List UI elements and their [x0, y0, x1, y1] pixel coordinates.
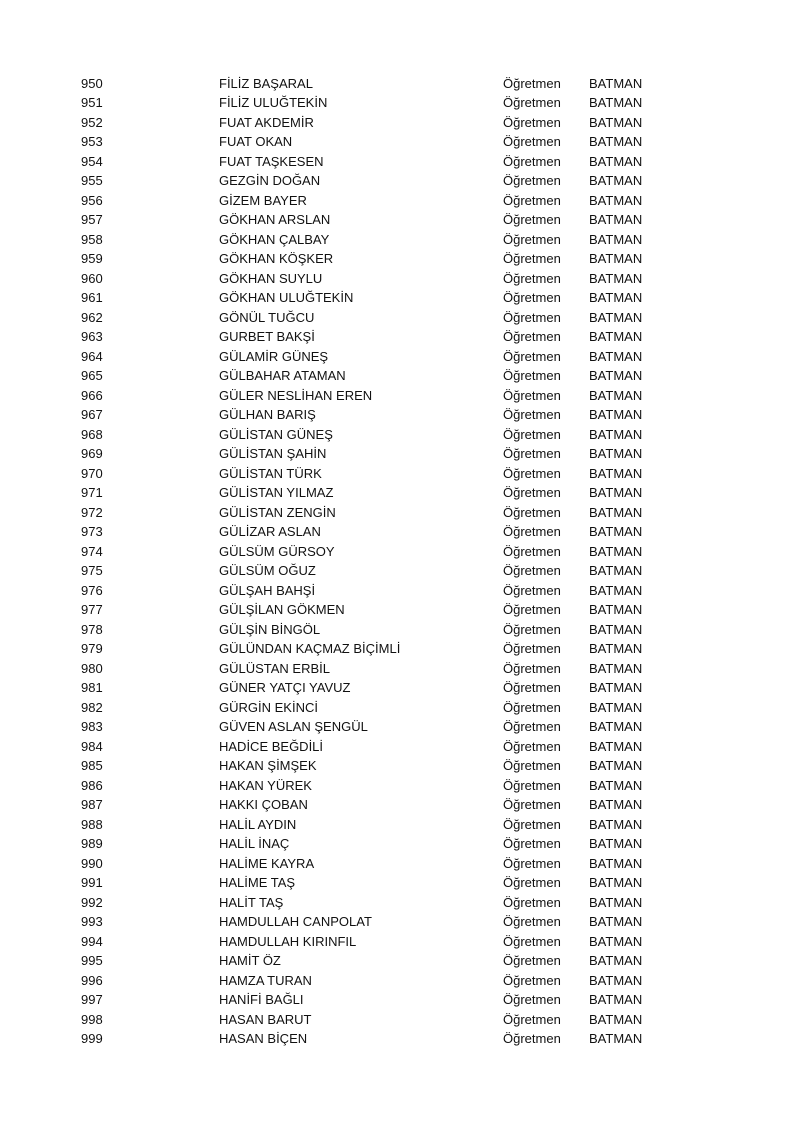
list-row [0, 503, 800, 523]
row-title: Öğretmen [503, 777, 561, 793]
list-row [0, 776, 800, 796]
list-row [0, 971, 800, 991]
list-row [0, 854, 800, 874]
list-row [0, 912, 800, 932]
list-row [0, 230, 800, 250]
row-name: HAMZA TURAN [219, 972, 312, 988]
list-row [0, 951, 800, 971]
row-title: Öğretmen [503, 329, 561, 344]
row-number: 995 [81, 953, 103, 968]
row-title: Öğretmen [503, 972, 561, 988]
list-row [0, 561, 800, 581]
list-row [0, 327, 800, 347]
row-number: 956 [81, 192, 103, 208]
list-row [0, 522, 800, 542]
row-name: GÜLİSTAN ŞAHİN [219, 446, 327, 461]
row-title: Öğretmen [503, 524, 561, 539]
row-number: 973 [81, 524, 103, 539]
list-row [0, 425, 800, 445]
row-city: BATMAN [589, 582, 643, 598]
list-row [0, 171, 800, 191]
list-row [0, 74, 800, 94]
row-name: GÖNÜL TUĞCU [219, 309, 315, 325]
row-city: BATMAN [589, 758, 643, 773]
row-number: 974 [81, 543, 103, 559]
row-city: BATMAN [589, 524, 643, 539]
row-title: Öğretmen [503, 465, 561, 481]
row-number: 965 [81, 368, 103, 383]
list-row [0, 210, 800, 230]
row-number: 983 [81, 719, 103, 734]
row-city: BATMAN [589, 329, 643, 344]
row-name: HAMDULLAH CANPOLAT [219, 914, 372, 929]
row-city: BATMAN [589, 875, 643, 890]
row-city: BATMAN [589, 1011, 643, 1027]
row-title: Öğretmen [503, 875, 561, 890]
row-name: HANİFİ BAĞLI [219, 992, 304, 1007]
row-number: 959 [81, 251, 103, 266]
row-title: Öğretmen [503, 173, 561, 188]
row-city: BATMAN [589, 719, 643, 734]
row-name: GÖKHAN ÇALBAY [219, 231, 330, 247]
row-city: BATMAN [589, 621, 643, 637]
row-name: GÜLŞİN BİNGÖL [219, 621, 321, 637]
list-row [0, 386, 800, 406]
list-row [0, 815, 800, 835]
list-row [0, 932, 800, 952]
row-city: BATMAN [589, 992, 643, 1007]
list-row [0, 659, 800, 679]
row-number: 976 [81, 582, 103, 598]
row-title: Öğretmen [503, 348, 561, 364]
row-name: HAKAN ŞİMŞEK [219, 758, 317, 773]
row-title: Öğretmen [503, 602, 561, 617]
row-title: Öğretmen [503, 953, 561, 968]
row-number: 982 [81, 699, 103, 715]
list-row [0, 795, 800, 815]
list-row [0, 308, 800, 328]
row-title: Öğretmen [503, 95, 561, 110]
row-number: 986 [81, 777, 103, 793]
row-name: GÖKHAN KÖŞKER [219, 251, 334, 266]
staff-list [0, 74, 800, 1049]
row-name: GÜRGİN EKİNCİ [219, 699, 318, 715]
row-number: 971 [81, 485, 103, 500]
row-name: HALİT TAŞ [219, 894, 284, 910]
row-title: Öğretmen [503, 192, 561, 208]
row-city: BATMAN [589, 738, 643, 754]
row-city: BATMAN [589, 309, 643, 325]
row-number: 993 [81, 914, 103, 929]
row-title: Öğretmen [503, 680, 561, 695]
row-title: Öğretmen [503, 836, 561, 851]
list-row [0, 581, 800, 601]
row-number: 992 [81, 894, 103, 910]
row-city: BATMAN [589, 816, 643, 832]
row-number: 996 [81, 972, 103, 988]
row-name: GÜLİSTAN YILMAZ [219, 485, 334, 500]
row-city: BATMAN [589, 212, 643, 227]
list-row [0, 405, 800, 425]
row-name: GÜLŞİLAN GÖKMEN [219, 602, 345, 617]
row-title: Öğretmen [503, 855, 561, 871]
row-number: 990 [81, 855, 103, 871]
row-number: 967 [81, 407, 103, 422]
row-number: 970 [81, 465, 103, 481]
row-city: BATMAN [589, 134, 643, 149]
list-row [0, 542, 800, 562]
row-name: HAKKI ÇOBAN [219, 797, 308, 812]
row-title: Öğretmen [503, 582, 561, 598]
row-number: 987 [81, 797, 103, 812]
row-number: 964 [81, 348, 103, 364]
row-title: Öğretmen [503, 270, 561, 286]
row-number: 988 [81, 816, 103, 832]
row-number: 963 [81, 329, 103, 344]
row-city: BATMAN [589, 192, 643, 208]
row-title: Öğretmen [503, 641, 561, 656]
row-city: BATMAN [589, 972, 643, 988]
row-title: Öğretmen [503, 75, 561, 91]
row-title: Öğretmen [503, 621, 561, 637]
row-name: GÖKHAN ULUĞTEKİN [219, 290, 354, 305]
row-number: 954 [81, 153, 103, 169]
list-row [0, 678, 800, 698]
row-number: 952 [81, 114, 103, 130]
row-name: HASAN BARUT [219, 1011, 312, 1027]
list-row [0, 152, 800, 172]
row-number: 998 [81, 1011, 103, 1027]
row-number: 980 [81, 660, 103, 676]
row-title: Öğretmen [503, 699, 561, 715]
row-name: GÜLİSTAN GÜNEŞ [219, 426, 333, 442]
row-title: Öğretmen [503, 816, 561, 832]
row-number: 953 [81, 134, 103, 149]
row-city: BATMAN [589, 407, 643, 422]
row-name: GÜVEN ASLAN ŞENGÜL [219, 719, 368, 734]
row-name: HASAN BİÇEN [219, 1031, 308, 1046]
row-city: BATMAN [589, 426, 643, 442]
row-number: 977 [81, 602, 103, 617]
row-city: BATMAN [589, 446, 643, 461]
row-name: FUAT AKDEMİR [219, 114, 314, 130]
row-city: BATMAN [589, 251, 643, 266]
row-city: BATMAN [589, 855, 643, 871]
row-city: BATMAN [589, 114, 643, 130]
row-name: GÜLİSTAN TÜRK [219, 465, 322, 481]
row-title: Öğretmen [503, 134, 561, 149]
row-city: BATMAN [589, 699, 643, 715]
row-number: 961 [81, 290, 103, 305]
list-row [0, 717, 800, 737]
row-city: BATMAN [589, 1031, 643, 1046]
row-number: 962 [81, 309, 103, 325]
row-title: Öğretmen [503, 309, 561, 325]
row-name: HALİME KAYRA [219, 855, 315, 871]
row-name: GÜLSÜM GÜRSOY [219, 543, 335, 559]
row-title: Öğretmen [503, 231, 561, 247]
list-row [0, 1010, 800, 1030]
row-title: Öğretmen [503, 387, 561, 403]
row-city: BATMAN [589, 504, 643, 520]
row-name: HADİCE BEĞDİLİ [219, 738, 324, 754]
row-name: HALİME TAŞ [219, 875, 296, 890]
row-name: GÖKHAN SUYLU [219, 270, 323, 286]
row-city: BATMAN [589, 777, 643, 793]
row-city: BATMAN [589, 231, 643, 247]
list-row [0, 249, 800, 269]
row-number: 950 [81, 75, 103, 91]
row-number: 997 [81, 992, 103, 1007]
list-row [0, 191, 800, 211]
row-title: Öğretmen [503, 426, 561, 442]
row-number: 999 [81, 1031, 103, 1046]
row-city: BATMAN [589, 465, 643, 481]
row-name: GÜLİSTAN ZENGİN [219, 504, 336, 520]
row-name: FUAT TAŞKESEN [219, 153, 324, 169]
row-name: GÜLHAN BARIŞ [219, 407, 316, 422]
row-name: GÜLŞAH BAHŞİ [219, 582, 316, 598]
row-city: BATMAN [589, 387, 643, 403]
row-number: 972 [81, 504, 103, 520]
row-title: Öğretmen [503, 719, 561, 734]
row-title: Öğretmen [503, 758, 561, 773]
row-name: HALİL AYDIN [219, 816, 297, 832]
list-row [0, 444, 800, 464]
row-city: BATMAN [589, 543, 643, 559]
row-number: 985 [81, 758, 103, 773]
row-title: Öğretmen [503, 914, 561, 929]
row-name: GÜLİZAR ASLAN [219, 524, 321, 539]
row-title: Öğretmen [503, 1031, 561, 1046]
row-title: Öğretmen [503, 368, 561, 383]
row-city: BATMAN [589, 563, 643, 578]
list-row [0, 873, 800, 893]
row-title: Öğretmen [503, 504, 561, 520]
list-row [0, 756, 800, 776]
list-row [0, 639, 800, 659]
row-name: FİLİZ BAŞARAL [219, 75, 313, 91]
list-row [0, 1029, 800, 1049]
row-number: 994 [81, 933, 103, 949]
row-city: BATMAN [589, 797, 643, 812]
row-city: BATMAN [589, 368, 643, 383]
list-row [0, 366, 800, 386]
row-name: GÜLÜNDAN KAÇMAZ BİÇİMLİ [219, 641, 401, 656]
row-city: BATMAN [589, 153, 643, 169]
row-title: Öğretmen [503, 738, 561, 754]
row-number: 978 [81, 621, 103, 637]
row-title: Öğretmen [503, 543, 561, 559]
row-name: GÜNER YATÇI YAVUZ [219, 680, 351, 695]
list-row [0, 93, 800, 113]
list-row [0, 288, 800, 308]
row-title: Öğretmen [503, 660, 561, 676]
row-name: HAMİT ÖZ [219, 953, 281, 968]
row-name: GÜLER NESLİHAN EREN [219, 387, 373, 403]
row-number: 951 [81, 95, 103, 110]
row-city: BATMAN [589, 660, 643, 676]
row-title: Öğretmen [503, 933, 561, 949]
list-row [0, 834, 800, 854]
row-title: Öğretmen [503, 446, 561, 461]
row-title: Öğretmen [503, 894, 561, 910]
row-title: Öğretmen [503, 212, 561, 227]
row-name: GÜLAMİR GÜNEŞ [219, 348, 329, 364]
row-title: Öğretmen [503, 485, 561, 500]
list-row [0, 464, 800, 484]
row-title: Öğretmen [503, 153, 561, 169]
row-number: 958 [81, 231, 103, 247]
row-number: 960 [81, 270, 103, 286]
row-number: 984 [81, 738, 103, 754]
row-city: BATMAN [589, 485, 643, 500]
row-number: 966 [81, 387, 103, 403]
row-name: GURBET BAKŞİ [219, 329, 315, 344]
row-number: 968 [81, 426, 103, 442]
row-city: BATMAN [589, 270, 643, 286]
row-title: Öğretmen [503, 563, 561, 578]
row-name: GÜLBAHAR ATAMAN [219, 368, 346, 383]
row-city: BATMAN [589, 894, 643, 910]
row-city: BATMAN [589, 914, 643, 929]
row-city: BATMAN [589, 348, 643, 364]
row-name: HALİL İNAÇ [219, 836, 290, 851]
row-name: HAMDULLAH KIRINFIL [219, 933, 357, 949]
row-number: 991 [81, 875, 103, 890]
row-name: FUAT OKAN [219, 134, 293, 149]
list-row [0, 132, 800, 152]
row-number: 981 [81, 680, 103, 695]
list-row [0, 620, 800, 640]
row-title: Öğretmen [503, 407, 561, 422]
row-number: 979 [81, 641, 103, 656]
row-number: 989 [81, 836, 103, 851]
list-row [0, 990, 800, 1010]
row-name: GÖKHAN ARSLAN [219, 212, 331, 227]
row-title: Öğretmen [503, 797, 561, 812]
row-name: GÜLSÜM OĞUZ [219, 563, 316, 578]
row-city: BATMAN [589, 933, 643, 949]
row-title: Öğretmen [503, 290, 561, 305]
row-title: Öğretmen [503, 992, 561, 1007]
list-row [0, 893, 800, 913]
row-title: Öğretmen [503, 251, 561, 266]
list-row [0, 113, 800, 133]
row-city: BATMAN [589, 173, 643, 188]
row-city: BATMAN [589, 641, 643, 656]
list-row [0, 269, 800, 289]
list-row [0, 737, 800, 757]
row-name: GEZGİN DOĞAN [219, 173, 321, 188]
row-number: 975 [81, 563, 103, 578]
row-city: BATMAN [589, 290, 643, 305]
row-name: FİLİZ ULUĞTEKİN [219, 95, 328, 110]
row-number: 957 [81, 212, 103, 227]
row-city: BATMAN [589, 602, 643, 617]
row-city: BATMAN [589, 836, 643, 851]
row-title: Öğretmen [503, 1011, 561, 1027]
list-row [0, 600, 800, 620]
row-city: BATMAN [589, 75, 643, 91]
list-row [0, 483, 800, 503]
row-name: HAKAN YÜREK [219, 777, 312, 793]
list-row [0, 698, 800, 718]
row-city: BATMAN [589, 95, 643, 110]
row-number: 955 [81, 173, 103, 188]
row-city: BATMAN [589, 953, 643, 968]
row-name: GİZEM BAYER [219, 192, 307, 208]
row-title: Öğretmen [503, 114, 561, 130]
row-name: GÜLÜSTAN ERBİL [219, 660, 331, 676]
row-city: BATMAN [589, 680, 643, 695]
list-row [0, 347, 800, 367]
row-number: 969 [81, 446, 103, 461]
